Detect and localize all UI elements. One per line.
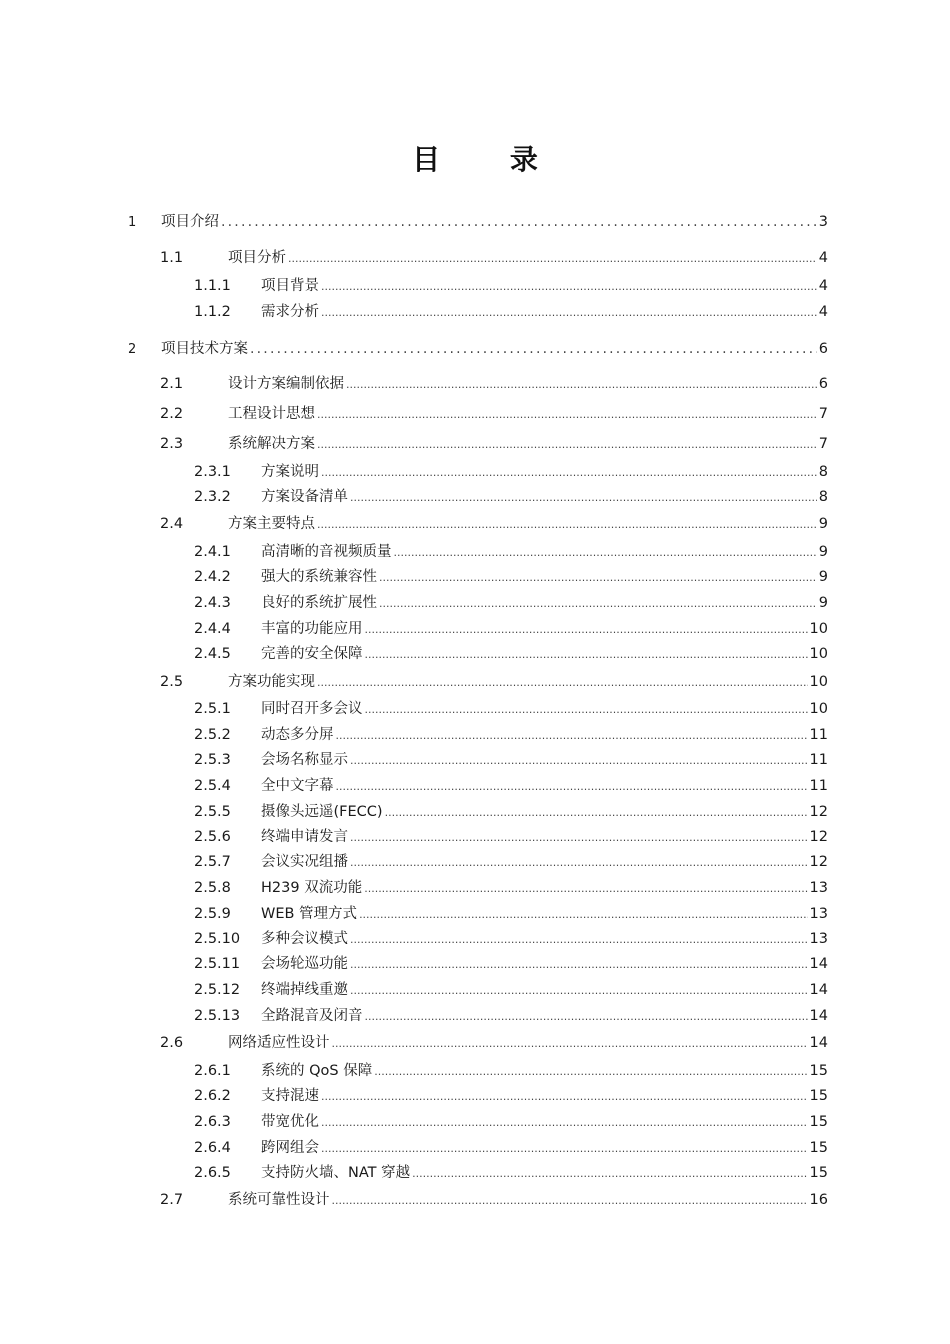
toc-entry[interactable] (194, 800, 828, 822)
toc-entry[interactable] (194, 565, 828, 587)
toc-entry[interactable] (194, 540, 828, 562)
dot-leader (350, 489, 817, 505)
toc-entry-title: 会议实况组播 (261, 854, 348, 870)
toc-entry-number: 1 (128, 215, 137, 230)
toc-entry[interactable] (160, 512, 828, 534)
toc-entry-page-number: 6 (818, 341, 828, 357)
dot-leader (350, 982, 808, 998)
dot-leader (350, 752, 808, 768)
toc-entry-title: 带宽优化 (261, 1114, 319, 1130)
toc-entry-title: 项目背景 (261, 278, 319, 294)
toc-entry[interactable] (194, 723, 828, 745)
toc-entry-number: 2.5.4 (194, 778, 231, 794)
toc-entry-title: 系统可靠性设计 (228, 1192, 330, 1208)
toc-entry-title: 方案设备清单 (261, 489, 348, 505)
toc-entry-page-number: 9 (818, 544, 828, 560)
dot-leader (321, 464, 817, 480)
dot-leader (317, 516, 817, 532)
toc-entry-number: 2.3.1 (194, 464, 231, 480)
toc-entry[interactable] (194, 902, 828, 924)
toc-entry-page-number: 4 (818, 278, 828, 294)
toc-entry[interactable] (160, 1031, 828, 1053)
toc-entry-page-number: 10 (809, 646, 828, 662)
toc-entry[interactable] (194, 1004, 828, 1026)
dot-leader (346, 376, 817, 392)
toc-entry-number: 2.4.4 (194, 621, 231, 637)
toc-entry-page-number: 7 (818, 406, 828, 422)
toc-entry-title: 多种会议模式 (261, 931, 348, 947)
dot-leader (332, 1192, 808, 1208)
toc-entry-number: 2.6 (160, 1035, 184, 1051)
toc-entry-title: 方案主要特点 (228, 516, 315, 532)
toc-entry-page-number: 15 (809, 1165, 828, 1181)
toc-entry-page-number: 4 (818, 304, 828, 320)
toc-entry-number: 2.4.5 (194, 646, 231, 662)
toc-entry-title: 良好的系统扩展性 (261, 595, 377, 611)
dot-leader (336, 727, 808, 743)
toc-entry-page-number: 12 (809, 829, 828, 845)
toc-entry-page-number: 14 (809, 1008, 828, 1024)
toc-entry-title: 需求分析 (261, 304, 319, 320)
toc-entry-number: 2.4.1 (194, 544, 231, 560)
toc-entry[interactable] (160, 670, 828, 692)
toc-entry-number: 2.5.9 (194, 906, 231, 922)
toc-entry-number: 2.5.2 (194, 727, 231, 743)
dot-leader (336, 778, 808, 794)
toc-entry[interactable] (160, 1188, 828, 1210)
dot-leader (221, 214, 817, 230)
toc-entry[interactable] (160, 402, 828, 424)
toc-entry-page-number: 7 (818, 436, 828, 452)
toc-entry-number: 2.1 (160, 376, 184, 392)
toc-entry-number: 2.6.1 (194, 1063, 231, 1079)
toc-entry[interactable] (160, 432, 828, 454)
toc-entry[interactable] (194, 952, 828, 974)
dot-leader (359, 906, 807, 922)
toc-entry[interactable] (194, 300, 828, 322)
dot-leader (288, 250, 817, 266)
toc-entry[interactable] (128, 337, 828, 359)
dot-leader (379, 569, 817, 585)
toc-entry-number: 2.5.13 (194, 1008, 241, 1024)
toc-title: 目 录 (412, 143, 568, 176)
toc-entry-title: 终端申请发言 (261, 829, 348, 845)
toc-entry-title: WEB 管理方式 (261, 906, 358, 922)
toc-entry-page-number: 13 (809, 931, 828, 947)
dot-leader (350, 829, 808, 845)
toc-entry[interactable] (194, 1059, 828, 1081)
toc-entry-number: 1.1 (160, 250, 184, 266)
dot-leader (317, 406, 817, 422)
dot-leader (321, 304, 817, 320)
toc-entry-number: 2.4.2 (194, 569, 231, 585)
dot-leader (365, 646, 808, 662)
toc-entry-number: 2.5.10 (194, 931, 241, 947)
toc-entry-number: 2.5.7 (194, 854, 231, 870)
toc-entry-page-number: 15 (809, 1088, 828, 1104)
dot-leader (412, 1165, 807, 1181)
toc-entry-title: 同时召开多会议 (261, 701, 363, 717)
toc-entry-title: 跨网组会 (261, 1140, 319, 1156)
dot-leader (365, 621, 808, 637)
dot-leader (350, 854, 808, 870)
dot-leader (365, 701, 808, 717)
toc-entry-number: 2.5.8 (194, 880, 231, 896)
toc-entry-number: 2.6.3 (194, 1114, 231, 1130)
toc-entry-title: 终端掉线重邀 (261, 982, 348, 998)
toc-entry-page-number: 12 (809, 854, 828, 870)
toc-entry-page-number: 11 (809, 727, 828, 743)
toc-entry-title: 支持防火墙、NAT 穿越 (261, 1165, 411, 1181)
toc-entry-title: H239 双流功能 (261, 880, 363, 896)
toc-entry-title: 方案功能实现 (228, 674, 315, 690)
dot-leader (385, 804, 808, 820)
dot-leader (394, 544, 817, 560)
dot-leader (350, 931, 808, 947)
toc-entry-number: 2.5.3 (194, 752, 231, 768)
dot-leader (321, 1088, 808, 1104)
toc-entry-number: 1.1.2 (194, 304, 231, 320)
toc-entry-title: 网络适应性设计 (228, 1035, 330, 1051)
toc-entry-page-number: 15 (809, 1140, 828, 1156)
toc-entry[interactable] (194, 748, 828, 770)
toc-entry[interactable] (194, 642, 828, 664)
toc-entry-page-number: 4 (818, 250, 828, 266)
dot-leader (332, 1035, 808, 1051)
toc-entry-title: 强大的系统兼容性 (261, 569, 377, 585)
toc-entry[interactable] (194, 1136, 828, 1158)
toc-entry-title: 全路混音及闭音 (261, 1008, 363, 1024)
dot-leader (350, 956, 808, 972)
toc-entry-title: 会场名称显示 (261, 752, 348, 768)
toc-entry[interactable] (194, 617, 828, 639)
toc-entry-page-number: 13 (809, 880, 828, 896)
toc-entry-page-number: 14 (809, 982, 828, 998)
toc-entry-number: 2.5.11 (194, 956, 241, 972)
toc-entry[interactable] (194, 591, 828, 613)
toc-entry-title: 设计方案编制依据 (228, 376, 344, 392)
toc-entry[interactable] (160, 372, 828, 394)
toc-entry[interactable] (194, 850, 828, 872)
toc-entry-number: 2.5.6 (194, 829, 231, 845)
toc-entry-page-number: 15 (809, 1114, 828, 1130)
toc-entry[interactable] (194, 876, 828, 898)
toc-entry-number: 2.5 (160, 674, 184, 690)
toc-entry-title: 系统解决方案 (228, 436, 315, 452)
toc-entry[interactable] (194, 927, 828, 949)
toc-entry-title: 高清晰的音视频质量 (261, 544, 392, 560)
toc-entry-number: 2.5.1 (194, 701, 231, 717)
toc-entry[interactable] (194, 460, 828, 482)
toc-entry[interactable] (128, 210, 828, 232)
dot-leader (317, 674, 808, 690)
toc-entry-title: 支持混速 (261, 1088, 319, 1104)
toc-entry-title: 方案说明 (261, 464, 319, 480)
toc-entry-page-number: 10 (809, 674, 828, 690)
toc-entry-page-number: 3 (818, 214, 828, 230)
dot-leader (364, 880, 807, 896)
toc-entry-page-number: 8 (818, 489, 828, 505)
toc-entry-number: 2.6.4 (194, 1140, 231, 1156)
toc-entry-title: 工程设计思想 (228, 406, 315, 422)
toc-entry-page-number: 13 (809, 906, 828, 922)
toc-entry[interactable] (194, 1110, 828, 1132)
toc-entry-page-number: 10 (809, 701, 828, 717)
toc-entry-page-number: 9 (818, 516, 828, 532)
toc-entry-page-number: 6 (818, 376, 828, 392)
dot-leader (317, 436, 817, 452)
toc-entry-page-number: 10 (809, 621, 828, 637)
toc-entry[interactable] (160, 246, 828, 268)
toc-entry-page-number: 9 (818, 569, 828, 585)
toc-entry-page-number: 8 (818, 464, 828, 480)
toc-entry-number: 2.4 (160, 516, 184, 532)
toc-entry[interactable] (194, 978, 828, 1000)
toc-entry-title: 系统的 QoS 保障 (261, 1063, 373, 1079)
dot-leader (321, 1114, 808, 1130)
toc-entry-title: 会场轮巡功能 (261, 956, 348, 972)
toc-entry-title: 完善的安全保障 (261, 646, 363, 662)
toc-entry[interactable] (194, 1161, 828, 1183)
toc-entry-title: 项目技术方案 (161, 341, 248, 357)
toc-entry-number: 2.7 (160, 1192, 184, 1208)
toc-entry-page-number: 11 (809, 778, 828, 794)
toc-entry-number: 2.3.2 (194, 489, 231, 505)
toc-entry-number: 1.1.1 (194, 278, 231, 294)
toc-entry-number: 2.6.5 (194, 1165, 231, 1181)
dot-leader (379, 595, 817, 611)
toc-entry-number: 2 (128, 342, 137, 357)
dot-leader (250, 341, 817, 357)
toc-entry-number: 2.4.3 (194, 595, 231, 611)
toc-entry[interactable] (194, 274, 828, 296)
toc-entry-page-number: 15 (809, 1063, 828, 1079)
toc-entry-number: 2.5.12 (194, 982, 241, 998)
toc-entry-title: 动态多分屏 (261, 727, 334, 743)
toc-entry[interactable] (194, 774, 828, 796)
toc-entry-title: 丰富的功能应用 (261, 621, 363, 637)
toc-entry[interactable] (194, 825, 828, 847)
toc-entry-title: 全中文字幕 (261, 778, 334, 794)
dot-leader (365, 1008, 808, 1024)
toc-entry-number: 2.6.2 (194, 1088, 231, 1104)
toc-entry[interactable] (194, 1084, 828, 1106)
dot-leader (321, 278, 817, 294)
toc-entry-page-number: 14 (809, 956, 828, 972)
toc-entry-number: 2.3 (160, 436, 184, 452)
toc-entry-page-number: 11 (809, 752, 828, 768)
dot-leader (374, 1063, 807, 1079)
toc-entry-page-number: 9 (818, 595, 828, 611)
toc-entry-page-number: 12 (809, 804, 828, 820)
toc-entry-page-number: 16 (809, 1192, 828, 1208)
toc-entry-title: 摄像头远遥(FECC) (261, 804, 383, 820)
toc-entry-title: 项目介绍 (161, 214, 219, 230)
toc-entry-page-number: 14 (809, 1035, 828, 1051)
toc-entry-title: 项目分析 (228, 250, 286, 266)
toc-entry[interactable] (194, 485, 828, 507)
toc-entry[interactable] (194, 697, 828, 719)
toc-entry-number: 2.5.5 (194, 804, 231, 820)
dot-leader (321, 1140, 808, 1156)
toc-entry-number: 2.2 (160, 406, 184, 422)
